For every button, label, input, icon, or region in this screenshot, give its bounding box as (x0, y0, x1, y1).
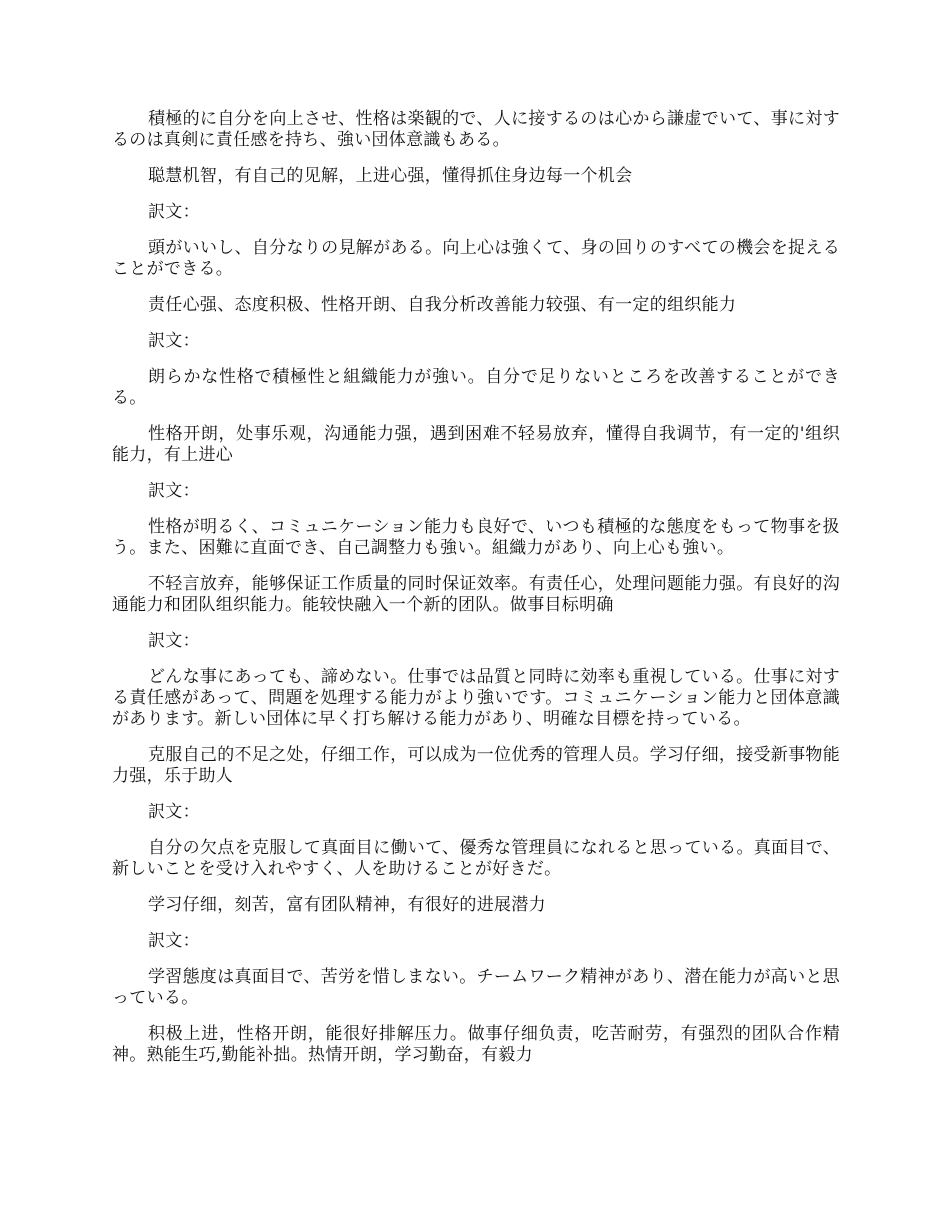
translation-label: 訳文： (148, 631, 200, 651)
paragraph: 不轻言放弃，能够保证工作质量的同时保证效率。有责任心，处理问题能力强。有良好的沟通能力和团队组织能力。能较快融入一个新的团队。做事目标明确 (112, 574, 840, 615)
translation-label: 訳文： (148, 481, 200, 501)
paragraph: 頭がいいし、自分なりの見解がある。向上心は強くて、身の回りのすべての機会を捉えることができる。 (112, 238, 840, 279)
paragraph: 性格が明るく、コミュニケーション能力も良好で、いつも積極的な態度をもって物事を扱う。また、困難に直面でき、自己調整力も強い。組織力があり、向上心も強い。 (112, 517, 840, 558)
paragraph: 性格开朗，处事乐观，沟通能力强，遇到困难不轻易放弃，懂得自我调节，有一定的'组织能力，有上进心 (112, 424, 840, 465)
translation-label: 訳文： (148, 802, 200, 822)
paragraph: 学习仔细，刻苦，富有团队精神，有很好的进展潜力 (148, 895, 546, 915)
translation-label: 訳文： (148, 331, 200, 351)
paragraph: 積極的に自分を向上させ、性格は楽観的で、人に接するのは心から謙虚でいて、事に対するのは真剣に責任感を持ち、強い団体意識もある。 (112, 109, 840, 150)
paragraph: 克服自己的不足之处，仔细工作，可以成为一位优秀的管理人员。学习仔细，接受新事物能力强，乐于助人 (112, 745, 840, 786)
paragraph: 朗らかな性格で積極性と組織能力が強い。自分で足りないところを改善することができる。 (112, 367, 840, 408)
paragraph: 积极上进，性格开朗，能很好排解压力。做事仔细负责，吃苦耐劳，有强烈的团队合作精神。熟能生巧,勤能补拙。热情开朗，学习勤奋，有毅力 (112, 1024, 840, 1065)
paragraph: 聪慧机智，有自己的见解，上进心强，懂得抓住身边每一个机会 (148, 166, 633, 186)
document-body (112, 109, 840, 1081)
paragraph: どんな事にあっても、諦めない。仕事では品質と同時に効率も重視している。仕事に対する責任感があって、問題を処理する能力がより強いです。コミュニケーション能力と団体意識があります。新しい団体に早く打ち解ける能力があり、明確な目標を持っている。 (112, 667, 840, 729)
paragraph: 责任心强、态度积极、性格开朗、自我分析改善能力较强、有一定的组织能力 (148, 295, 737, 315)
paragraph: 学習態度は真面目で、苦労を惜しまない。チームワーク精神があり、潜在能力が高いと思っている。 (112, 967, 840, 1008)
translation-label: 訳文： (148, 202, 200, 222)
paragraph: 自分の欠点を克服して真面目に働いて、優秀な管理員になれると思っている。真面目で、新しいことを受け入れやすく、人を助けることが好きだ。 (112, 838, 840, 879)
translation-label: 訳文： (148, 931, 200, 951)
